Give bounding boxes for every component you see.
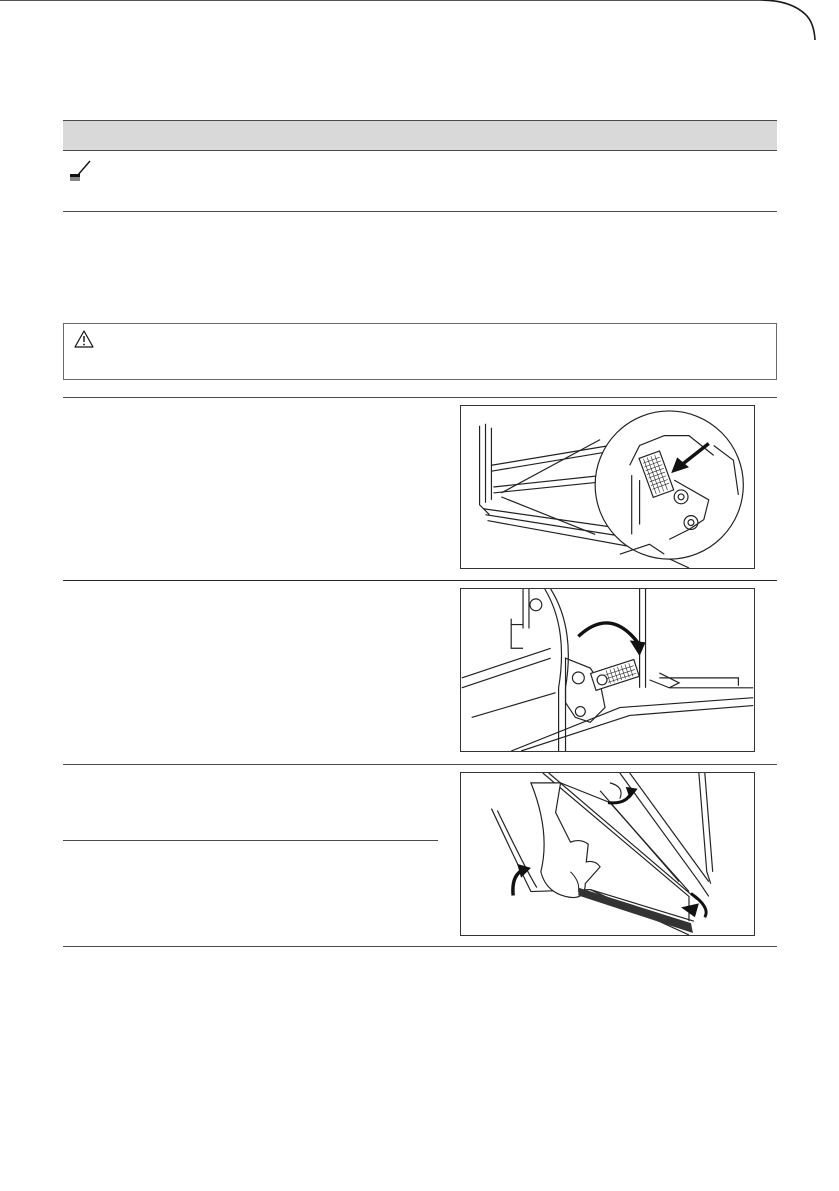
step-rule [63, 580, 777, 581]
substep-rule [63, 840, 438, 841]
cleaning-brush-icon [68, 160, 94, 182]
section-header-bar [63, 120, 777, 151]
step-rule [63, 764, 777, 765]
warning-box [63, 323, 777, 380]
table-rule [63, 211, 777, 212]
curved-arrow [578, 623, 645, 656]
step-rule [63, 397, 777, 398]
figure-door-lift-off [460, 772, 755, 936]
figure-hinge-lever-rotate [460, 588, 755, 752]
figure-hinge-lever-press [460, 405, 755, 569]
warning-triangle-icon [74, 330, 94, 348]
page-corner-curve [0, 0, 839, 40]
step-rule [63, 946, 777, 947]
